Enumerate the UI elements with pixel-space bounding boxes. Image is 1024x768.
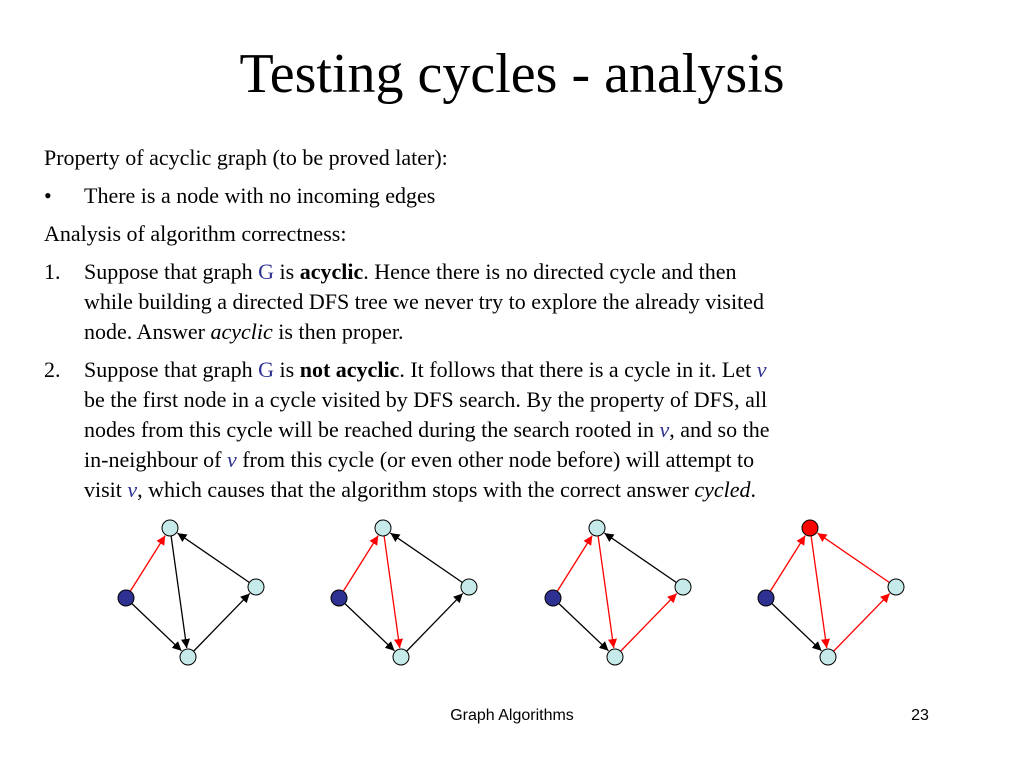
edge-right-top bbox=[177, 533, 249, 582]
graph-diagram-4 bbox=[752, 518, 912, 678]
node-top bbox=[589, 520, 605, 536]
edge-bottom-right bbox=[621, 593, 677, 651]
edge-top-bottom bbox=[811, 536, 827, 648]
node-bottom bbox=[393, 649, 409, 665]
text-run: in-neighbour of bbox=[84, 447, 227, 472]
text-run: Suppose that graph bbox=[84, 259, 259, 284]
slide-title: Testing cycles - analysis bbox=[239, 43, 785, 105]
node-start bbox=[758, 590, 774, 606]
edge-right-top bbox=[390, 533, 462, 582]
node-right bbox=[248, 579, 264, 595]
text-run: . Hence there is no directed cycle and then bbox=[363, 259, 737, 284]
edge-bottom-right bbox=[194, 593, 250, 651]
answer-cycled: cycled bbox=[694, 477, 751, 502]
bullet-marker: • bbox=[44, 183, 52, 208]
text-run: , and so the bbox=[669, 417, 770, 442]
node-symbol-v: v bbox=[226, 447, 237, 472]
edge-start-bottom bbox=[345, 604, 395, 651]
node-symbol-v: v bbox=[659, 417, 670, 442]
bullet-text: There is a node with no incoming edges bbox=[84, 183, 436, 208]
graph-diagram-1 bbox=[112, 518, 272, 678]
node-symbol-v: v bbox=[127, 477, 138, 502]
graph-diagram-2 bbox=[325, 518, 485, 678]
text-run: is then proper. bbox=[272, 319, 404, 344]
text-run: is bbox=[274, 259, 300, 284]
item2-line-5 bbox=[84, 475, 984, 505]
text-run: Suppose that graph bbox=[84, 357, 259, 382]
edge-start-top bbox=[557, 536, 592, 592]
edge-bottom-right bbox=[407, 593, 463, 651]
text-run: is bbox=[274, 357, 300, 382]
edge-right-top bbox=[604, 533, 676, 582]
text-run: node. Answer bbox=[84, 319, 211, 344]
edge-top-bottom bbox=[171, 536, 187, 648]
edge-start-bottom bbox=[772, 604, 822, 651]
footer-title: Graph Algorithms bbox=[450, 707, 574, 724]
list-marker-1: 1. bbox=[44, 259, 61, 284]
node-start bbox=[118, 590, 134, 606]
item1-line-2: while building a directed DFS tree we never try to explore the already visited bbox=[84, 289, 764, 314]
emphasis-not-acyclic: not acyclic bbox=[299, 357, 400, 382]
analysis-heading: Analysis of algorithm correctness: bbox=[44, 221, 347, 246]
edge-start-top bbox=[343, 536, 378, 592]
edge-bottom-right bbox=[834, 593, 890, 651]
graph-diagram-3 bbox=[539, 518, 699, 678]
item2-line-3 bbox=[84, 415, 984, 445]
property-heading: Property of acyclic graph (to be proved later): bbox=[44, 145, 448, 170]
node-start bbox=[331, 590, 347, 606]
node-top bbox=[375, 520, 391, 536]
text-run: visit bbox=[84, 477, 128, 502]
node-right bbox=[888, 579, 904, 595]
node-start bbox=[545, 590, 561, 606]
graph-symbol: G bbox=[258, 259, 275, 284]
graph-symbol: G bbox=[258, 357, 275, 382]
item1-line-1 bbox=[84, 257, 984, 287]
item2-line-2: be the first node in a cycle visited by DFS search. By the property of DFS, all bbox=[84, 387, 768, 412]
item1-line-3 bbox=[84, 317, 984, 347]
node-bottom bbox=[180, 649, 196, 665]
bullet-item bbox=[44, 181, 984, 211]
emphasis-acyclic: acyclic bbox=[299, 259, 364, 284]
edge-right-top bbox=[817, 533, 889, 582]
text-run: . It follows that there is a cycle in it. Let bbox=[399, 357, 757, 382]
item2-line-4 bbox=[84, 445, 984, 475]
text-run: , which causes that the algorithm stops with the correct answer bbox=[137, 477, 695, 502]
edge-start-bottom bbox=[559, 604, 609, 651]
page-number: 23 bbox=[911, 707, 929, 724]
list-item-2 bbox=[44, 355, 984, 505]
node-top bbox=[162, 520, 178, 536]
answer-acyclic: acyclic bbox=[210, 319, 273, 344]
edge-start-top bbox=[770, 536, 805, 592]
edge-top-bottom bbox=[598, 536, 614, 648]
item2-line-1 bbox=[84, 355, 984, 385]
text-run: from this cycle (or even other node before) will attempt to bbox=[236, 447, 755, 472]
node-right bbox=[675, 579, 691, 595]
list-marker-2: 2. bbox=[44, 357, 61, 382]
node-right bbox=[461, 579, 477, 595]
node-bottom bbox=[820, 649, 836, 665]
node-bottom bbox=[607, 649, 623, 665]
edge-start-bottom bbox=[132, 604, 182, 651]
edge-start-top bbox=[130, 536, 165, 592]
edge-top-bottom bbox=[384, 536, 400, 648]
text-run: nodes from this cycle will be reached during the search rooted in bbox=[84, 417, 660, 442]
node-symbol-v: v bbox=[756, 357, 767, 382]
node-top bbox=[802, 520, 818, 536]
text-run: . bbox=[750, 477, 757, 502]
list-item-1 bbox=[44, 257, 984, 347]
slide-body bbox=[44, 143, 984, 505]
